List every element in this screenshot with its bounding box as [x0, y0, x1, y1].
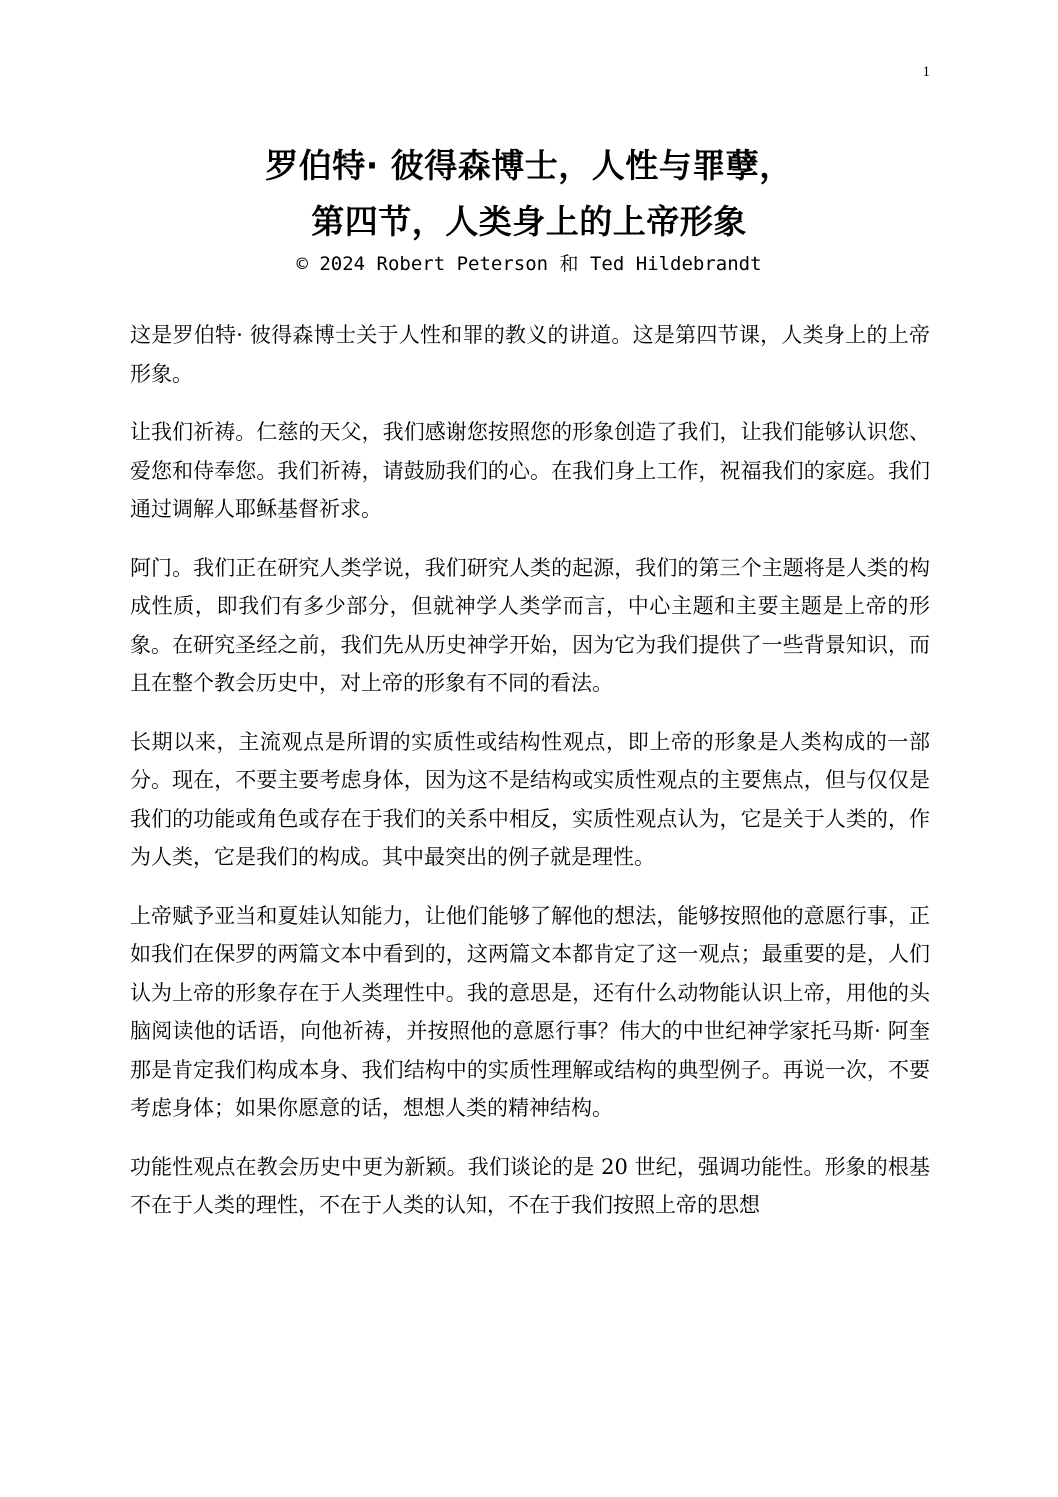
copyright-notice: © 2024 Robert Peterson 和 Ted Hildebrandt — [296, 253, 762, 275]
page-number: 1 — [922, 64, 930, 80]
document-body — [130, 316, 930, 1245]
document-header — [0, 138, 1058, 278]
paragraph-functional-view: 功能性观点在教会历史中更为新颖。我们谈论的是 20 世纪，强调功能性。形象的根基不在于人类的理性，不在于人类的认知，不在于我们按照上帝的思想 — [130, 1154, 930, 1217]
document-title-line-1: 罗伯特· 彼得森博士，人性与罪孽， — [265, 146, 793, 185]
document-title-line-2: 第四节，人类身上的上帝形象 — [311, 202, 747, 241]
paragraph-substantive-view: 长期以来，主流观点是所谓的实质性或结构性观点，即上帝的形象是人类构成的一部分。现在，不要主要考虑身体，因为这不是结构或实质性观点的主要焦点，但与仅仅是我们的功能或角色或存在于我们的关系中相反，实质性观点认为，它是关于人类的，作为人类，它是我们的构成。其中最突出的例子就是理性。 — [130, 729, 930, 869]
paragraph-intro: 这是罗伯特· 彼得森博士关于人性和罪的教义的讲道。这是第四节课，人类身上的上帝形象。 — [130, 323, 930, 386]
paragraph-prayer: 让我们祈祷。仁慈的天父，我们感谢您按照您的形象创造了我们，让我们能够认识您、爱您和侍奉您。我们祈祷，请鼓励我们的心。在我们身上工作，祝福我们的家庭。我们通过调解人耶稣基督祈求。 — [130, 420, 930, 521]
paragraph-amen: 阿门。我们正在研究人类学说，我们研究人类的起源，我们的第三个主题将是人类的构成性质，即我们有多少部分，但就神学人类学而言，中心主题和主要主题是上帝的形象。在研究圣经之前，我们先从历史神学开始，因为它为我们提供了一些背景知识，而且在整个教会历史中，对上帝的形象有不同的看法。 — [130, 555, 930, 695]
paragraph-reason: 上帝赋予亚当和夏娃认知能力，让他们能够了解他的想法，能够按照他的意愿行事，正如我们在保罗的两篇文本中看到的，这两篇文本都肯定了这一观点；最重要的是，人们认为上帝的形象存在于人类理性中。我的意思是，还有什么动物能认识上帝，用他的头脑阅读他的话语，向他祈祷，并按照他的意愿行事？伟大的中世纪神学家托马斯· 阿奎那是肯定我们构成本身、我们结构中的实质性理解或结构的典型例子。再说一次，不要考虑身体；如果你愿意的话，想想人类的精神结构。 — [130, 903, 930, 1120]
